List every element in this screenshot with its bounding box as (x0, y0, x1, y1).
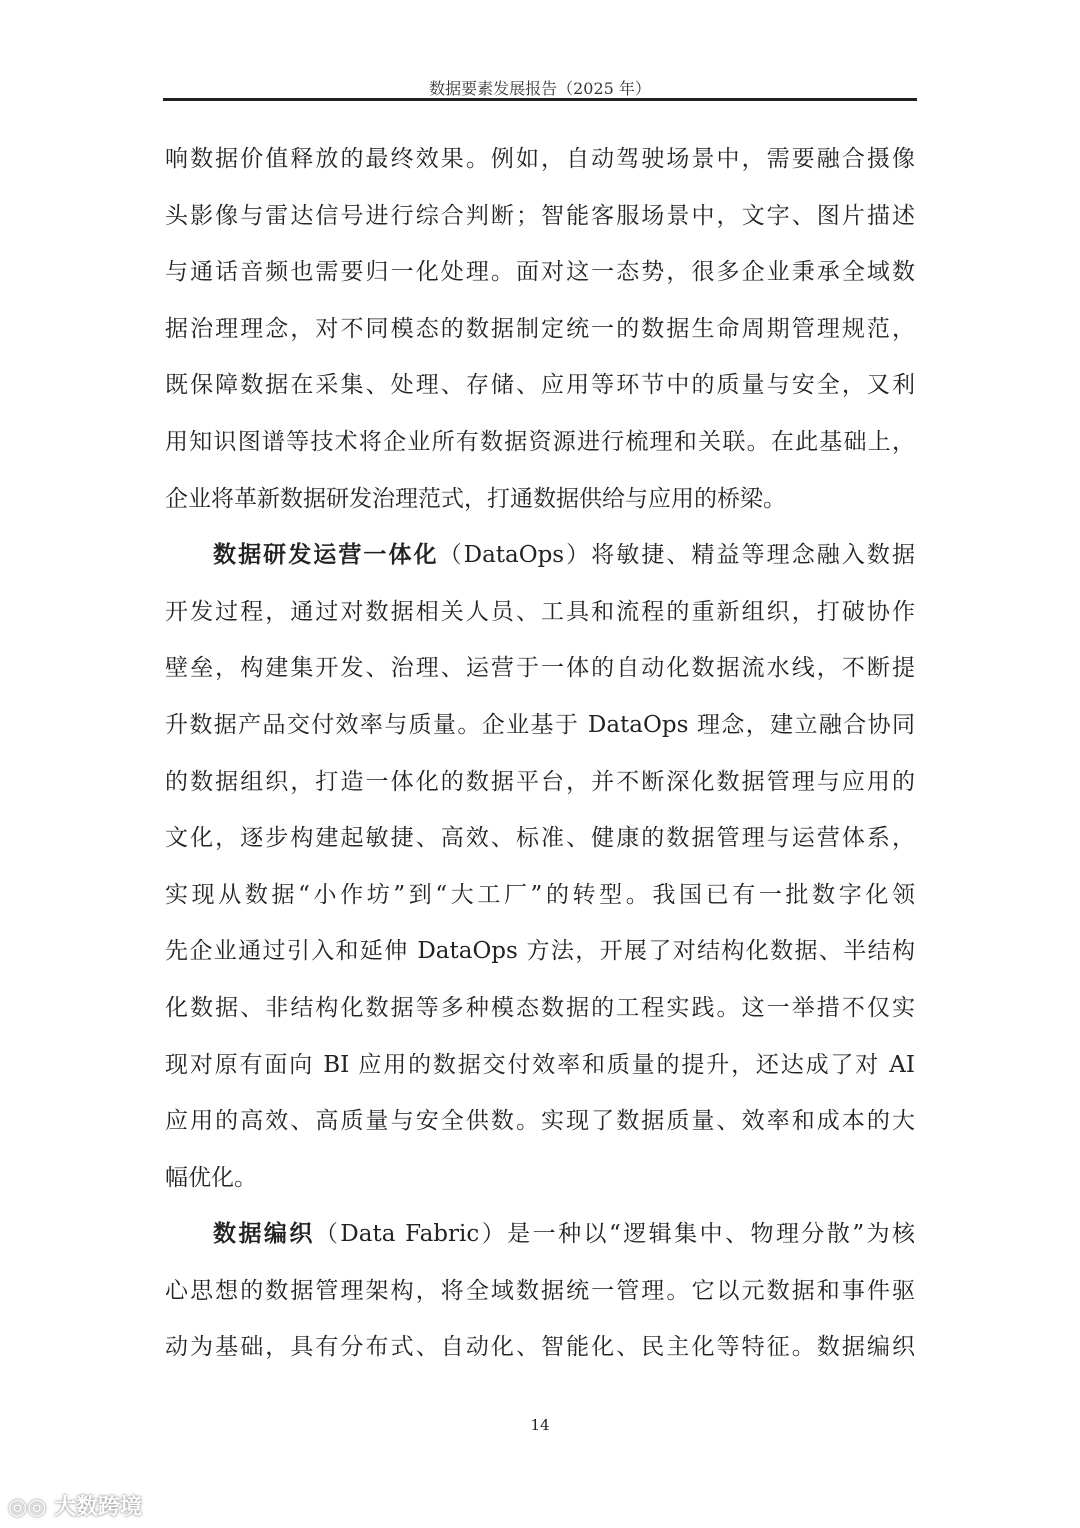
text-line (165, 1150, 915, 1207)
line-text: 头影像与雷达信号进行综合判断；智能客服场景中，文字、图片描述 (165, 202, 915, 229)
line-text: 开发过程，通过对数据相关人员、工具和流程的重新组织，打破协作 (165, 598, 915, 625)
text-line (165, 188, 915, 245)
header-rule (163, 98, 917, 101)
text-line (165, 584, 915, 641)
paragraph (165, 131, 915, 527)
text-line (165, 810, 915, 867)
text-line (165, 301, 915, 358)
text-line (165, 357, 915, 414)
line-text: 的数据组织，打造一体化的数据平台，并不断深化数据管理与应用的 (165, 768, 915, 795)
text-line (165, 867, 915, 924)
line-text: 化数据、非结构化数据等多种模态数据的工程实践。这一举措不仅实 (165, 994, 915, 1021)
line-text: 应用的高效、高质量与安全供数。实现了数据质量、效率和成本的大 (165, 1108, 915, 1135)
text-line (165, 131, 915, 188)
text-line (165, 471, 915, 528)
text-line (165, 1093, 915, 1150)
line-text: 据治理理念，对不同模态的数据制定统一的数据生命周期管理规范， (165, 315, 915, 342)
text-line (165, 1206, 915, 1263)
line-text: 响数据价值释放的最终效果。例如，自动驾驶场景中，需要融合摄像 (165, 146, 915, 172)
line-text: 动为基础，具有分布式、自动化、智能化、民主化等特征。数据编织 (165, 1334, 915, 1361)
text-line (165, 1263, 915, 1320)
line-text: 与通话音频也需要归一化处理。面对这一态势，很多企业秉承全域数 (165, 259, 915, 286)
text-line (165, 980, 915, 1037)
paragraph (165, 527, 915, 1206)
line-text: 幅优化。 (165, 1164, 257, 1191)
text-line (165, 1037, 915, 1094)
text-line (165, 923, 915, 980)
text-line (165, 244, 915, 301)
watermark-logo: ◎◎ 大数跨境 (8, 1495, 143, 1520)
line-text: 文化，逐步构建起敏捷、高效、标准、健康的数据管理与运营体系， (165, 825, 915, 852)
bold-lead-term: 数据研发运营一体化 (213, 542, 439, 569)
text-line (165, 527, 915, 584)
page-number: 14 (530, 1416, 550, 1434)
line-text: 企业将革新数据研发治理范式，打通数据供给与应用的桥梁。 (165, 485, 786, 512)
text-line (165, 697, 915, 754)
text-line (165, 414, 915, 471)
line-text: （DataOps）将敏捷、精益等理念融入数据 (438, 542, 915, 569)
line-text: 用知识图谱等技术将企业所有数据资源进行梳理和关联。在此基础上， (165, 428, 915, 455)
running-header: 数据要素发展报告（2025 年） (429, 79, 651, 98)
text-line (165, 1319, 915, 1376)
paragraph (165, 1206, 915, 1376)
text-line (165, 754, 915, 811)
line-text: 先企业通过引入和延伸 DataOps 方法，开展了对结构化数据、半结构 (165, 938, 915, 965)
line-text: 实现从数据“小作坊”到“大工厂”的转型。我国已有一批数字化领 (165, 881, 915, 908)
line-text: 现对原有面向 BI 应用的数据交付效率和质量的提升，还达成了对 AI (165, 1051, 915, 1078)
text-line (165, 640, 915, 697)
line-text: 既保障数据在采集、处理、存储、应用等环节中的质量与安全，又利 (165, 372, 915, 399)
body-text (165, 131, 915, 1376)
line-text: 升数据产品交付效率与质量。企业基于 DataOps 理念，建立融合协同 (165, 711, 915, 738)
line-text: 壁垒，构建集开发、治理、运营于一体的自动化数据流水线，不断提 (165, 655, 915, 682)
line-text: 心思想的数据管理架构，将全域数据统一管理。它以元数据和事件驱 (165, 1277, 915, 1304)
bold-lead-term: 数据编织 (213, 1221, 315, 1248)
line-text: （Data Fabric）是一种以“逻辑集中、物理分散”为核 (314, 1221, 915, 1248)
